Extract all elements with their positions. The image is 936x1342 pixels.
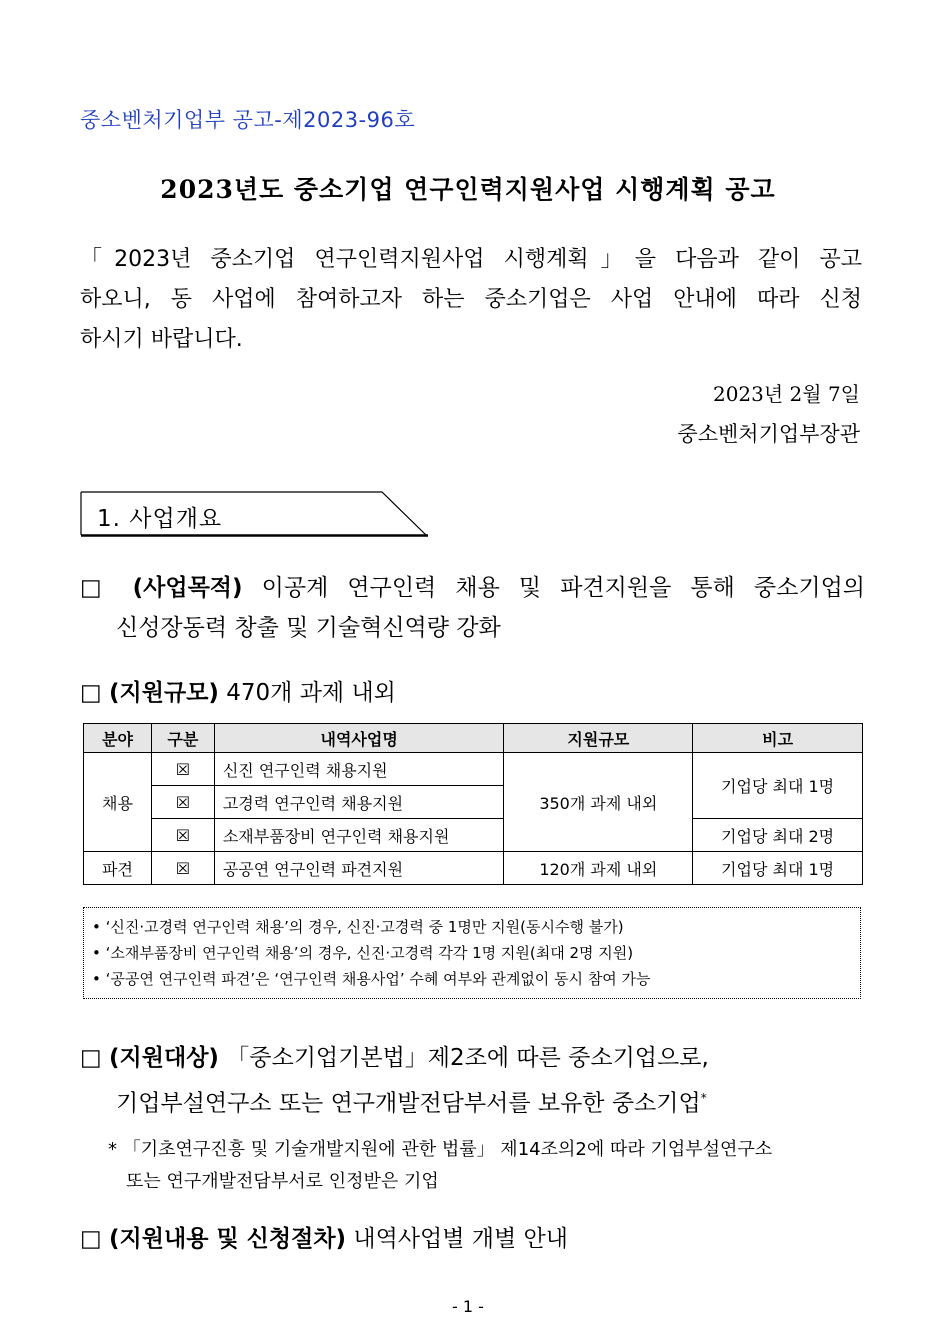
document-title: 2023년도 중소기업 연구인력지원사업 시행계획 공고	[160, 175, 776, 204]
bullet-text-2: 신성장동력 창출 및 기술혁신역량 강화	[116, 615, 501, 641]
scale-cell: 350개 과제 내외	[504, 753, 693, 852]
bullet-target	[80, 1038, 709, 1124]
checkbox-marker: □	[80, 575, 114, 601]
checkbox-icon: ☒	[151, 786, 214, 819]
note-cell: 기업당 최대 2명	[693, 819, 863, 852]
bullet-text: 「중소기업기본법」제2조에 따른 중소기업으로,	[218, 1045, 709, 1071]
note-item: • ‘공공연 연구인력 파견’은 ‘연구인력 채용사업’ 수혜 여부와 관계없이 동시 참여 가능	[92, 970, 651, 988]
footnote-line-2: 또는 연구개발전담부서로 인정받은 기업	[126, 1171, 439, 1192]
notice-number: 중소벤처기업부 공고-제2023-96호	[80, 108, 416, 132]
table-header: 분야	[84, 724, 152, 753]
program-name: 고경력 연구인력 채용지원	[214, 786, 504, 819]
bullet-scale	[80, 673, 396, 713]
note-cell: 기업당 최대 1명	[693, 852, 863, 885]
bullet-text: 내역사업별 개별 안내	[346, 1226, 568, 1252]
checkbox-icon: ☒	[151, 753, 214, 786]
table-row	[84, 852, 863, 885]
notice-date: 2023년 2월 7일	[712, 382, 860, 406]
program-name: 신진 연구인력 채용지원	[214, 753, 504, 786]
bullet-content	[80, 1219, 568, 1259]
scale-cell: 120개 과제 내외	[504, 852, 693, 885]
bullet-purpose	[80, 568, 865, 648]
note-item: • ‘소재부품장비 연구인력 채용’의 경우, 신진·고경력 각각 1명 지원(최대 2명 지원)	[92, 944, 634, 962]
footnote-line-1: * 「기초연구진흥 및 기술개발지원에 관한 법률」 제14조의2에 따라 기업부설연구소	[108, 1139, 773, 1160]
checkbox-marker: □	[80, 1045, 102, 1071]
note-cell: 기업당 최대 1명	[693, 753, 863, 819]
intro-line-2: 하오니, 동 사업에 참여하고자 하는 중소기업은 사업 안내에 따라 신청	[80, 287, 862, 312]
bullet-label: (사업목적)	[132, 575, 243, 601]
checkbox-marker: □	[80, 1226, 102, 1252]
table-header: 비고	[693, 724, 863, 753]
program-name: 소재부품장비 연구인력 채용지원	[214, 819, 504, 852]
intro-line-1: 「2023년 중소기업 연구인력지원사업 시행계획」을 다음과 같이 공고	[80, 247, 862, 272]
table-header: 내역사업명	[214, 724, 504, 753]
table-row	[84, 819, 863, 852]
support-scale-table	[83, 723, 863, 885]
note-item: • ‘신진·고경력 연구인력 채용’의 경우, 신진·고경력 중 1명만 지원(동시수행 불가)	[92, 918, 624, 936]
intro-paragraph	[80, 240, 862, 360]
field-cell: 채용	[84, 753, 152, 852]
table-row	[84, 753, 863, 786]
table-header: 지원규모	[504, 724, 693, 753]
bullet-label: (지원대상)	[109, 1045, 219, 1071]
bullet-text: 470개 과제 내외	[218, 680, 396, 706]
intro-line-3: 하시기 바랍니다.	[80, 327, 243, 352]
page-number: - 1 -	[452, 1297, 484, 1316]
footnote	[108, 1134, 772, 1198]
bullet-label: (지원내용 및 신청절차)	[109, 1226, 347, 1252]
footnote-marker: *	[700, 1091, 707, 1105]
checkbox-icon: ☒	[151, 852, 214, 885]
field-cell: 파견	[84, 852, 152, 885]
section-title: 1. 사업개요	[97, 506, 223, 532]
table-header: 구분	[151, 724, 214, 753]
bullet-text-2: 기업부설연구소 또는 연구개발전담부서를 보유한 중소기업	[116, 1090, 701, 1117]
bullet-text: 이공계 연구인력 채용 및 파견지원을 통해 중소기업의	[242, 575, 866, 601]
notes-box	[83, 907, 861, 999]
table-header-row	[84, 724, 863, 753]
bullet-label: (지원규모)	[109, 680, 219, 706]
checkbox-icon: ☒	[151, 819, 214, 852]
program-name: 공공연 연구인력 파견지원	[214, 852, 504, 885]
checkbox-marker: □	[80, 680, 102, 706]
issuer: 중소벤처기업부장관	[677, 422, 860, 446]
